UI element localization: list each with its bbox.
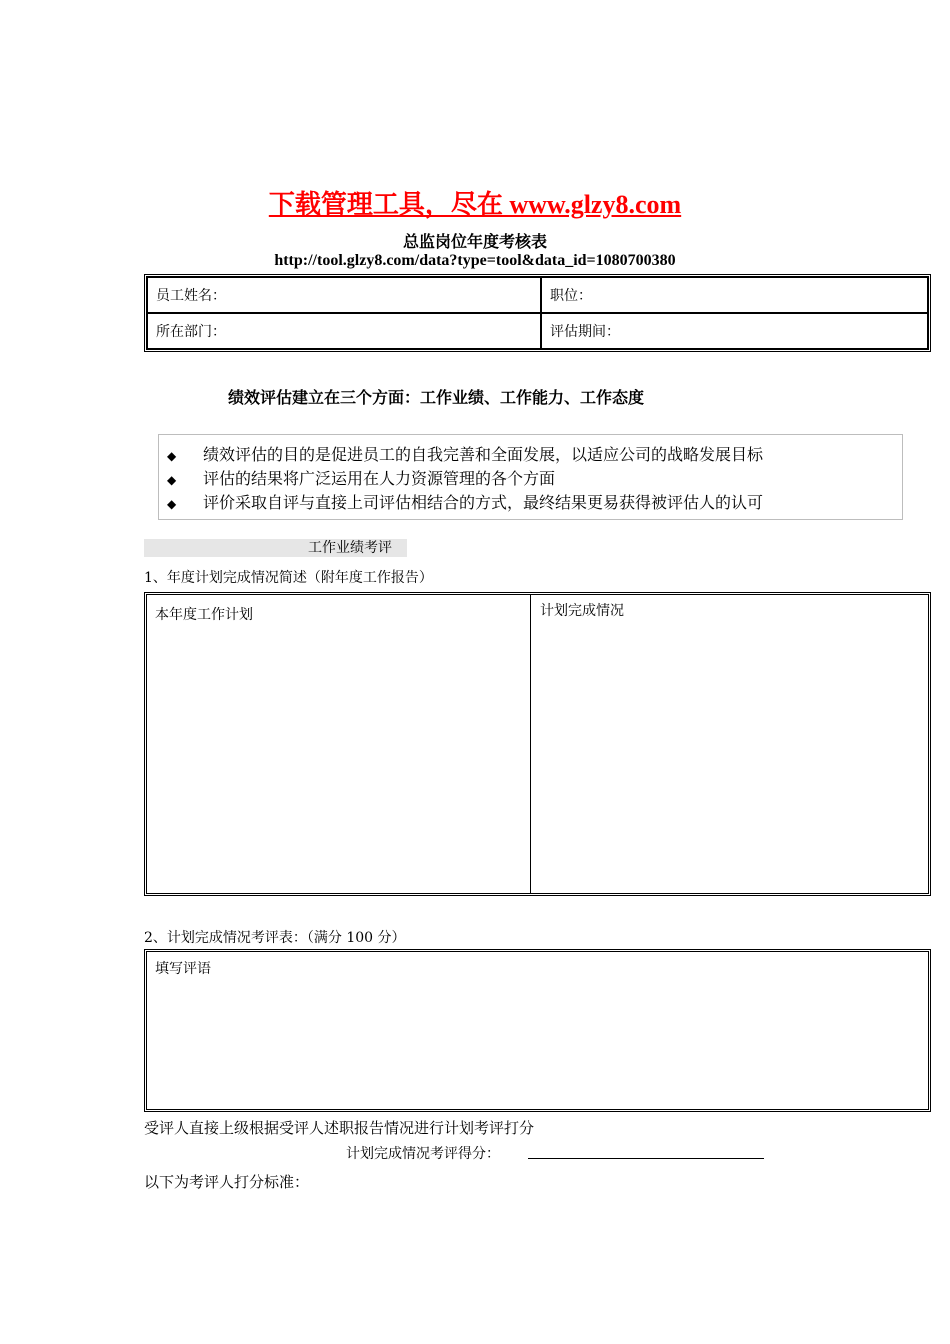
item2-label: 2、计划完成情况考评表：（满分 100 分）	[144, 930, 406, 946]
list-item	[167, 466, 555, 489]
position-cell[interactable]: 职位：	[541, 277, 928, 313]
section-heading-bar	[144, 539, 407, 557]
employee-name-cell[interactable]: 员工姓名：	[147, 277, 541, 313]
source-url: http://tool.glzy8.com/data?type=tool&data_id=1080700380	[274, 252, 676, 269]
scoring-standard-label: 以下为考评人打分标准：	[144, 1173, 310, 1191]
comments-box[interactable]	[144, 949, 931, 1112]
completion-status-header[interactable]: 计划完成情况	[540, 603, 624, 619]
bullet-text: 评估的结果将广泛运用在人力资源管理的各个方面	[203, 469, 556, 488]
page-title: 总监岗位年度考核表	[402, 232, 547, 251]
bullet-text: 绩效评估的目的是促进员工的自我完善和全面发展，以适应公司的战略发展目标	[203, 445, 764, 464]
diamond-bullet-icon: ◆	[167, 497, 177, 511]
scoring-note: 受评人直接上级根据受评人述职报告情况进行计划考评打分	[144, 1119, 535, 1137]
bullet-text: 评价采取自评与直接上司评估相结合的方式，最终结果更易获得被评估人的认可	[203, 493, 764, 512]
item1-label: 1、年度计划完成情况简述（附年度工作报告）	[144, 570, 433, 586]
annual-plan-box	[144, 592, 931, 896]
diamond-bullet-icon: ◆	[167, 473, 177, 487]
purpose-bullet-box	[158, 434, 903, 520]
score-label: 计划完成情况考评得分：	[346, 1146, 500, 1162]
employee-info-table	[144, 274, 931, 352]
annual-plan-header[interactable]: 本年度工作计划	[155, 607, 253, 623]
evaluation-aspects-heading: 绩效评估建立在三个方面：工作业绩、工作能力、工作态度	[228, 388, 645, 407]
evaluation-period-cell[interactable]: 评估期间：	[541, 313, 928, 349]
comments-header: 填写评语	[155, 961, 211, 977]
score-input-line[interactable]	[528, 1158, 764, 1159]
list-item	[167, 442, 763, 465]
section-title: 工作业绩考评	[308, 540, 392, 556]
list-item	[167, 490, 763, 513]
header-banner: 下载管理工具，尽在 www.glzy8.com	[268, 190, 682, 219]
diamond-bullet-icon: ◆	[167, 449, 177, 463]
column-divider	[530, 595, 531, 893]
department-cell[interactable]: 所在部门：	[147, 313, 541, 349]
